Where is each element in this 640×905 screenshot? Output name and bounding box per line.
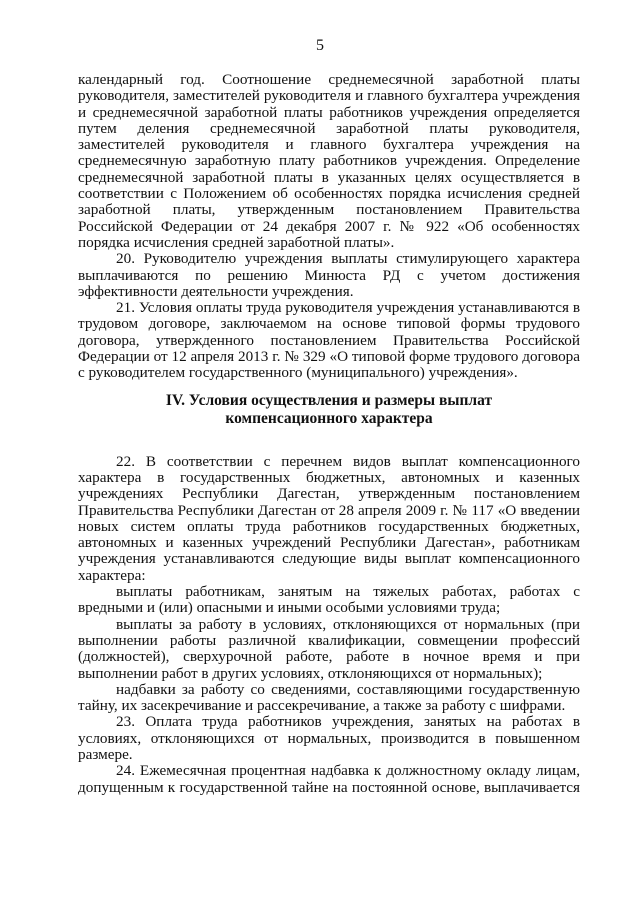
- page-number: 5: [316, 37, 324, 54]
- paragraph: 22. В соответствии с перечнем видов выплат компенсационного характера в государственных бюджетных, автономных и казенных учреждениях Республики Дагестан, утвержденным постановлением Правительства Республики Дагестан от 28 апреля 2009 г. № 117 «О введении новых систем оплаты труда работников государственных бюджетных, автономных и казенных учреждений Республики Дагестан», работникам учреждения устанавливаются следующие виды выплат компенсационного характера:: [78, 452, 580, 584]
- paragraph: 23. Оплата труда работников учреждения, занятых на работах в условиях, отклоняющихся от нормальных, производится в повышенном размере.: [78, 713, 580, 763]
- paragraph: 20. Руководителю учреждения выплаты стимулирующего характера выплачиваются по решению Минюста РД с учетом достижения эффективности деятельности учреждения.: [78, 250, 580, 300]
- list-item: выплаты за работу в условиях, отклоняющихся от нормальных (при выполнении работы различной квалификации, совмещении профессий (должностей), сверхурочной работе, работе в ночное время и при выполнении работ в других условиях, отклоняющихся от нормальных);: [78, 615, 580, 682]
- paragraph: календарный год. Соотношение среднемесячной заработной платы руководителя, заместителей руководителя и главного бухгалтера учреждения и среднемесячной заработной платы работников учреждения определяется путем деления среднемесячной заработной платы руководителя, заместителей руководителя и главного бухгалтера учреждения на среднемесячную заработную плату работников учреждения. Определение среднемесячной заработной платы в указанных целях осуществляется в соответствии с Положением об особенностях порядка исчисления средней заработной платы, утвержденным постановлением Правительства Российской Федерации от 24 декабря 2007 г. № 922 «Об особенностях порядка исчисления средней заработной платы».: [78, 71, 580, 251]
- document-body: [78, 72, 580, 796]
- paragraph: 24. Ежемесячная процентная надбавка к должностному окладу лицам, допущенным к государственной тайне на постоянной основе, выплачивается: [78, 762, 580, 796]
- list-item: выплаты работникам, занятым на тяжелых работах, работах с вредными и (или) опасными и иными особыми условиями труда;: [78, 583, 580, 617]
- list-item: надбавки за работу со сведениями, составляющими государственную тайну, их засекречивание и рассекречивание, а также за работу с шифрами.: [78, 680, 580, 715]
- section-heading: [78, 392, 580, 428]
- section-heading-line: IV. Условия осуществления и размеры выплат: [165, 391, 493, 409]
- section-heading-line: компенсационного характера: [225, 409, 433, 427]
- paragraph: 21. Условия оплаты труда руководителя учреждения устанавливаются в трудовом договоре, заключаемом на основе типовой формы трудового договора, утвержденного постановлением Правительства Российской Федерации от 12 апреля 2013 г. № 329 «О типовой форме трудового договора с руководителем государственного (муниципального) учреждения».: [78, 299, 580, 382]
